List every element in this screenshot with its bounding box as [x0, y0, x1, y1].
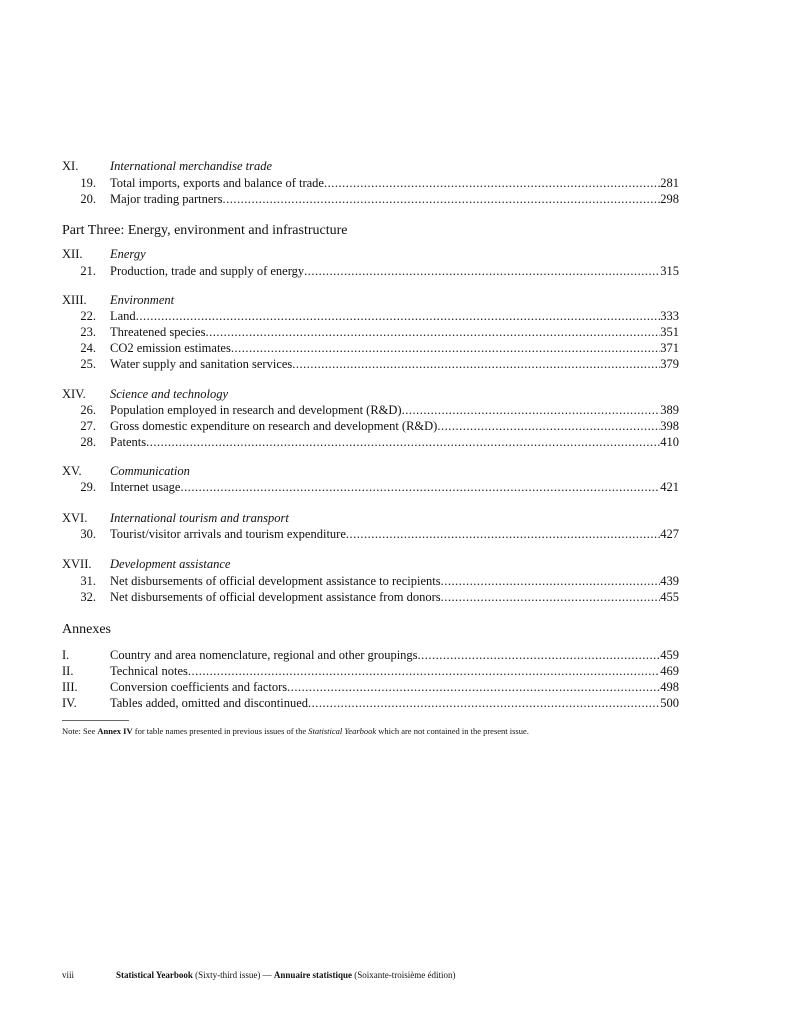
part-heading: Part Three: Energy, environment and infrastructure — [62, 223, 348, 238]
toc-entry[interactable] — [62, 324, 679, 340]
footer-title-en: Statistical Yearbook — [116, 970, 193, 980]
toc-entry[interactable] — [62, 340, 679, 356]
page-number: viii — [62, 970, 75, 980]
toc-entry[interactable] — [62, 663, 679, 679]
dot-leader — [308, 695, 660, 711]
entry-title[interactable]: Conversion coefficients and factors — [110, 680, 288, 694]
section-number: XIII. — [62, 293, 87, 307]
toc-entry[interactable] — [62, 679, 679, 695]
section-title: Energy — [110, 247, 146, 261]
entry-title[interactable]: Net disbursements of official development assistance from donors — [110, 590, 441, 604]
note-text: which are not contained in the present issue. — [376, 726, 529, 736]
page-number[interactable]: 298 — [660, 192, 679, 206]
dot-leader — [346, 526, 660, 542]
section-title: International merchandise trade — [110, 159, 273, 173]
spacer — [96, 402, 110, 418]
dot-leader — [402, 402, 661, 418]
spacer — [96, 434, 110, 450]
section-number: XIV. — [62, 387, 86, 401]
spacer — [96, 340, 110, 356]
annex-number: III. — [62, 680, 78, 694]
page-number[interactable]: 281 — [660, 176, 679, 190]
table-number: 32. — [80, 590, 96, 604]
toc-entry[interactable] — [62, 434, 679, 450]
part-heading: Annexes — [62, 622, 111, 637]
section-heading — [62, 556, 230, 572]
table-number: 26. — [80, 403, 96, 417]
entry-title[interactable]: Gross domestic expenditure on research and development (R&D) — [110, 419, 438, 433]
note-annex-ref: Annex IV — [97, 726, 133, 736]
section-title: International tourism and transport — [110, 511, 289, 525]
footer-title — [116, 970, 456, 980]
toc-entry[interactable] — [62, 418, 679, 434]
dot-leader — [441, 589, 661, 605]
toc-entry[interactable] — [62, 263, 679, 279]
spacer — [96, 324, 110, 340]
table-number: 24. — [80, 341, 96, 355]
dot-leader — [418, 647, 661, 663]
dot-leader — [136, 308, 661, 324]
toc-entry[interactable] — [62, 526, 679, 542]
annex-number: IV. — [62, 696, 77, 710]
section-heading — [62, 158, 272, 174]
page-number[interactable]: 469 — [660, 664, 679, 678]
dot-leader — [304, 263, 660, 279]
dot-leader — [205, 324, 660, 340]
toc-entry[interactable] — [62, 647, 679, 663]
page-number[interactable]: 421 — [660, 480, 679, 494]
section-title: Communication — [110, 464, 190, 478]
section-number: XV. — [62, 464, 82, 478]
toc-entry[interactable] — [62, 402, 679, 418]
entry-title[interactable]: Net disbursements of official development assistance to recipients — [110, 574, 441, 588]
page-number[interactable]: 389 — [660, 403, 679, 417]
table-number: 31. — [80, 574, 96, 588]
toc-entry[interactable] — [62, 308, 679, 324]
section-title: Environment — [110, 293, 175, 307]
entry-title[interactable]: Technical notes — [110, 664, 188, 678]
dot-leader — [146, 434, 660, 450]
page-number[interactable]: 455 — [660, 590, 679, 604]
page-number[interactable]: 351 — [660, 325, 679, 339]
table-number: 27. — [80, 419, 96, 433]
toc-entry[interactable] — [62, 589, 679, 605]
page-number[interactable]: 459 — [660, 648, 679, 662]
entry-title[interactable]: Internet usage — [110, 480, 181, 494]
footer-issue-fr: (Soixante-troisième édition) — [352, 970, 456, 980]
entry-title[interactable]: Water supply and sanitation services — [110, 357, 293, 371]
spacer — [96, 526, 110, 542]
spacer — [96, 308, 110, 324]
section-heading — [62, 510, 289, 526]
entry-title[interactable]: Total imports, exports and balance of trade — [110, 176, 324, 190]
toc-entry[interactable] — [62, 356, 679, 372]
section-number: XII. — [62, 247, 83, 261]
note-text: for table names presented in previous issues of the — [132, 726, 309, 736]
entry-title[interactable]: Major trading partners — [110, 192, 223, 206]
dot-leader — [441, 573, 661, 589]
spacer — [96, 175, 110, 191]
section-heading — [62, 463, 190, 479]
spacer — [96, 356, 110, 372]
section-title: Science and technology — [110, 387, 229, 401]
section-heading — [62, 386, 228, 402]
page-number[interactable]: 439 — [660, 574, 679, 588]
dot-leader — [287, 679, 660, 695]
spacer — [96, 479, 110, 495]
section-number: XVI. — [62, 511, 88, 525]
table-number: 28. — [80, 435, 96, 449]
dot-leader — [292, 356, 660, 372]
spacer — [96, 573, 110, 589]
page-number[interactable]: 398 — [660, 419, 679, 433]
toc-entry[interactable] — [62, 695, 679, 711]
table-number: 20. — [80, 192, 96, 206]
toc-entry[interactable] — [62, 175, 679, 191]
table-number: 23. — [80, 325, 96, 339]
note-publication: Statistical Yearbook — [308, 726, 377, 736]
toc-entry[interactable] — [62, 573, 679, 589]
section-heading — [62, 292, 174, 308]
table-number: 29. — [80, 480, 96, 494]
footer-issue-en: (Sixty-third issue) — — [192, 970, 274, 980]
page-number[interactable]: 333 — [660, 309, 679, 323]
table-number: 22. — [80, 309, 96, 323]
page-number[interactable]: 427 — [660, 527, 679, 541]
dot-leader — [324, 175, 660, 191]
section-title: Development assistance — [110, 557, 231, 571]
section-number: XVII. — [62, 557, 92, 571]
spacer — [96, 589, 110, 605]
entry-title[interactable]: Tourist/visitor arrivals and tourism expenditure — [110, 527, 346, 541]
table-number: 25. — [80, 357, 96, 371]
spacer — [96, 263, 110, 279]
annex-number: II. — [62, 664, 74, 678]
page-number[interactable]: 410 — [660, 435, 679, 449]
footnote — [62, 726, 529, 736]
dot-leader — [180, 479, 660, 495]
page-number[interactable]: 498 — [660, 680, 679, 694]
dot-leader — [188, 663, 660, 679]
section-heading — [62, 246, 146, 262]
note-text: Note: See — [62, 726, 98, 736]
table-number: 21. — [80, 264, 96, 278]
footer-title-fr: Annuaire statistique — [273, 970, 353, 980]
note-divider — [62, 720, 129, 721]
entry-title[interactable]: Production, trade and supply of energy — [110, 264, 305, 278]
spacer — [96, 418, 110, 434]
toc-entry[interactable] — [62, 479, 679, 495]
section-number: XI. — [62, 159, 79, 173]
entry-title[interactable]: Land — [110, 309, 136, 323]
table-number: 30. — [80, 527, 96, 541]
toc-entry[interactable] — [62, 191, 679, 207]
dot-leader — [437, 418, 660, 434]
entry-title[interactable]: Tables added, omitted and discontinued — [110, 696, 309, 710]
page-number[interactable]: 315 — [660, 264, 679, 278]
dot-leader — [222, 191, 660, 207]
entry-title[interactable]: CO2 emission estimates — [110, 341, 231, 355]
page-number[interactable]: 500 — [660, 696, 679, 710]
dot-leader — [231, 340, 660, 356]
annex-number: I. — [62, 648, 70, 662]
table-number: 19. — [80, 176, 96, 190]
spacer — [96, 191, 110, 207]
page-number[interactable]: 371 — [660, 341, 679, 355]
entry-title[interactable]: Country and area nomenclature, regional and other groupings — [110, 648, 418, 662]
entry-title[interactable]: Population employed in research and development (R&D) — [110, 403, 402, 417]
page-number[interactable]: 379 — [660, 357, 679, 371]
entry-title[interactable]: Patents — [110, 435, 147, 449]
entry-title[interactable]: Threatened species — [110, 325, 206, 339]
